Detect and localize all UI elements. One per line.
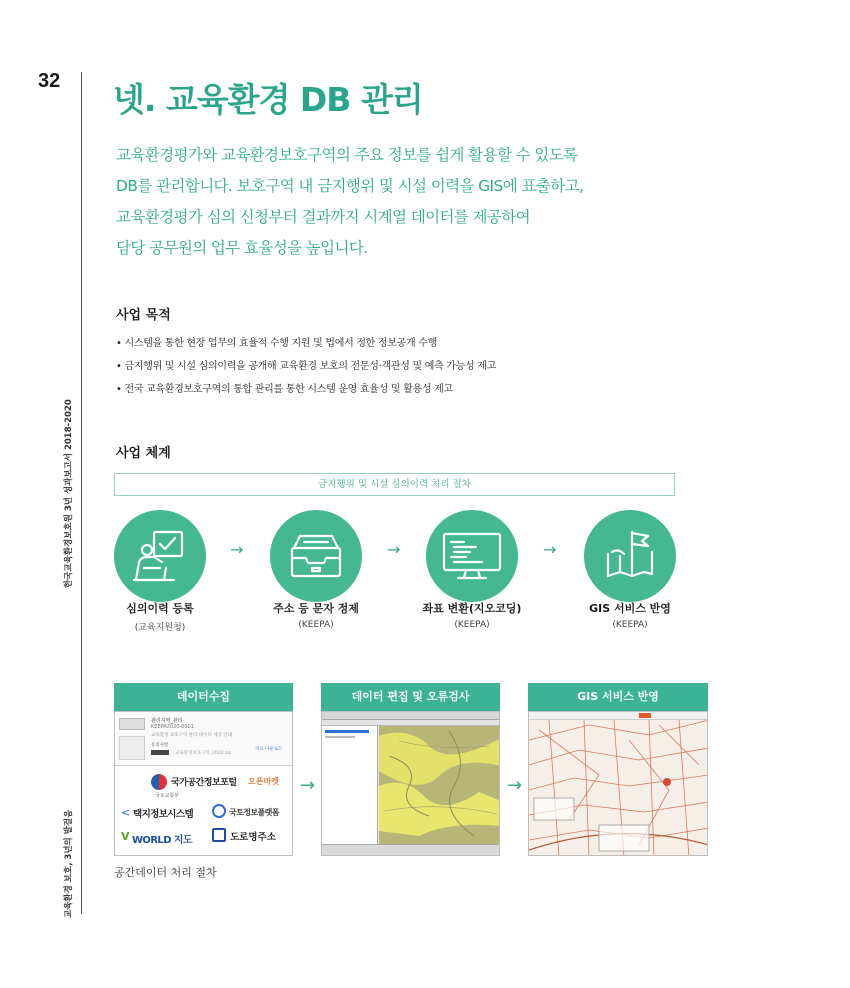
monitor-code-icon xyxy=(426,510,518,602)
section-title: 넷. 교육환경 DB 관리 xyxy=(113,80,423,119)
flow-title-box: 금지행위 및 시설 심의이력 처리 절차 xyxy=(114,473,675,496)
cc-badge xyxy=(151,750,169,755)
selected-layer[interactable] xyxy=(325,730,369,733)
data-collection-panel xyxy=(114,711,293,856)
site-menu xyxy=(119,736,145,760)
purpose-list xyxy=(116,332,496,401)
land-platform-name: 국토정보플랫폼 xyxy=(229,808,279,817)
globe-icon xyxy=(212,804,226,818)
portal-screenshot xyxy=(115,712,293,766)
step-label: 좌표 변환(지오코딩) xyxy=(422,602,522,615)
margin-divider xyxy=(81,72,82,914)
editor-statusbar xyxy=(322,844,500,856)
doc-file: 교육환경보호구역_2020.zip xyxy=(175,751,232,756)
road-sign-icon xyxy=(212,828,226,842)
list-item: • 시스템을 통한 현장 업무의 효율적 수행 지원 및 법에서 정한 정보공개 수행 xyxy=(116,332,496,355)
terrain-map xyxy=(379,726,500,844)
intro-line: 교육환경평가 심의 신청부터 결과까지 시계열 데이터를 제공하여 xyxy=(116,208,531,226)
portal-tag: 오픈마켓 xyxy=(248,777,279,786)
flow-arrow-icon: → xyxy=(300,775,316,796)
intro-line: 교육환경평가와 교육환경보호구역의 주요 정보를 쉽게 활용할 수 있도록 xyxy=(116,146,578,164)
running-footer: 교육환경 보호, 3년의 발걸음 xyxy=(64,809,74,918)
parcel-lines xyxy=(529,720,708,856)
service-header xyxy=(529,712,708,720)
vworld-name: WORLD 지도 xyxy=(132,835,192,846)
ministry-emblem-icon xyxy=(151,774,167,790)
doc-code: KEEPA2020-0001 xyxy=(151,724,194,730)
purpose-heading: 사업 목적 xyxy=(116,308,171,323)
step-label: GIS 서비스 반영 xyxy=(589,602,671,615)
step-sub: (KEEPA) xyxy=(612,620,648,630)
intro-paragraph xyxy=(116,140,736,264)
flow-arrow-icon: → xyxy=(543,540,557,559)
layer-item[interactable] xyxy=(325,736,355,738)
download-button[interactable]: 자료 다운로드 xyxy=(255,747,283,752)
vworld-v-icon: V xyxy=(121,830,130,843)
parcel-map[interactable] xyxy=(529,720,708,856)
layer-panel xyxy=(322,726,378,844)
step-sub: (교육지원청) xyxy=(134,623,186,633)
intro-line: 담당 공무원의 업무 효율성을 높입니다. xyxy=(116,239,368,257)
portal-name: 국가공간정보포털 xyxy=(171,778,237,788)
gis-service-panel xyxy=(528,711,708,856)
panel-title: GIS 서비스 반영 xyxy=(528,683,708,711)
flow-arrow-icon: → xyxy=(230,540,244,559)
list-item: • 금지행위 및 시설 심의이력을 공개해 교육환경 보호의 전문성·객관성 및 예측 가능성 제고 xyxy=(116,355,496,378)
flow-arrow-icon: → xyxy=(507,775,523,796)
page-number: 32 xyxy=(38,70,61,92)
doc-note: 교육환경 보호구역 관리 데이터 제공 안내 xyxy=(151,733,233,738)
step-sub: (KEEPA) xyxy=(298,620,334,630)
panel-title: 데이터 편집 및 오류검사 xyxy=(321,683,500,711)
intro-line: DB를 관리합니다. 보호구역 내 금지행위 및 시설 이력을 GIS에 표출하고, xyxy=(116,177,584,195)
map-flag-icon xyxy=(584,510,676,602)
figure-caption: 공간데이터 처리 절차 xyxy=(114,866,217,879)
editor-menubar xyxy=(322,712,500,720)
person-checklist-icon xyxy=(114,510,206,602)
step-label: 주소 등 문자 정제 xyxy=(273,602,359,615)
site-logo xyxy=(119,718,145,730)
flow-arrow-icon: → xyxy=(387,540,401,559)
land-info-name: 택지정보시스템 xyxy=(133,809,194,820)
system-heading: 사업 체계 xyxy=(116,446,171,461)
service-tab[interactable] xyxy=(639,713,651,718)
panel-title: 데이터수집 xyxy=(114,683,293,711)
step-label: 심의이력 등록 xyxy=(126,602,194,615)
doc-title: 관리지역_관리 xyxy=(151,718,183,724)
list-item: • 전국 교육환경보호구역의 통합 관리를 통한 시스템 운영 효율성 및 활용성 제고 xyxy=(116,378,496,401)
road-address-name: 도로명주소 xyxy=(230,832,276,843)
running-header: 한국교육환경보호원 3년 성과보고서 2018-2020 xyxy=(64,399,74,588)
step-sub: (KEEPA) xyxy=(454,620,490,630)
gis-editor-panel xyxy=(321,711,500,856)
share-icon: < xyxy=(121,806,131,819)
ministry-name: 국토교통부 xyxy=(155,793,180,799)
file-drawer-icon xyxy=(270,510,362,602)
map-canvas[interactable] xyxy=(379,726,500,844)
doc-reg: 유의사항 xyxy=(151,743,169,748)
